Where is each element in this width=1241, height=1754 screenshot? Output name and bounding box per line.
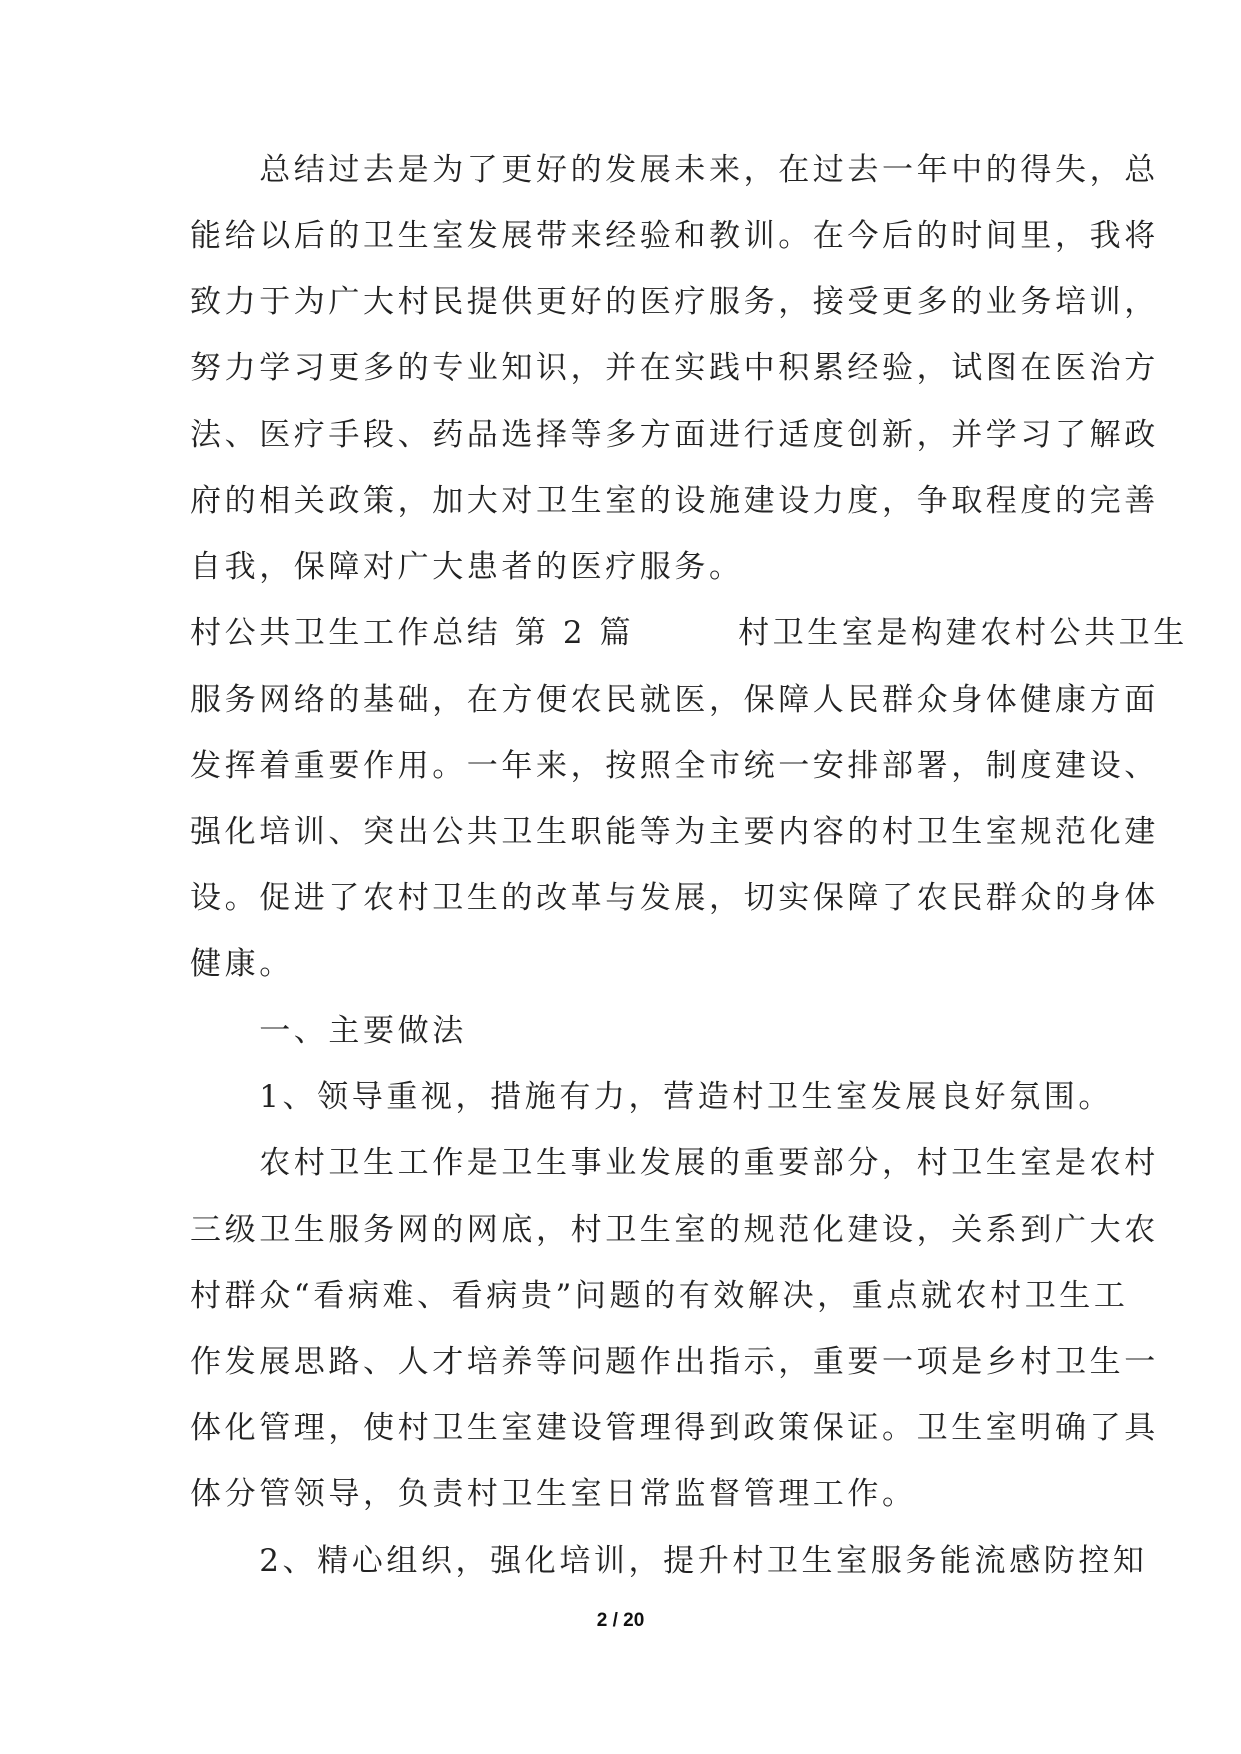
text-line: 健康。 <box>190 946 294 982</box>
text-line: 能给以后的卫生室发展带来经验和教训。在今后的时间里，我将 <box>190 218 1159 254</box>
text-line: 农村卫生工作是卫生事业发展的重要部分，村卫生室是农村 <box>190 1145 1159 1181</box>
text-line: 强化培训、突出公共卫生职能等为主要内容的村卫生室规范化建 <box>190 814 1159 850</box>
text-line: 体分管领导，负责村卫生室日常监督管理工作。 <box>190 1476 917 1512</box>
text-line: 服务网络的基础，在方便农民就医，保障人民群众身体健康方面 <box>190 682 1159 718</box>
text-line: 努力学习更多的专业知识，并在实践中积累经验，试图在医治方 <box>190 350 1159 386</box>
text-line: 作发展思路、人才培养等问题作出指示，重要一项是乡村卫生一 <box>190 1344 1159 1380</box>
section-heading-line: 村公共卫生工作总结 第 2 篇 村卫生室是构建农村公共卫生 <box>190 615 1188 651</box>
subheading-line: 2、精心组织，强化培训，提升村卫生室服务能流感防控知 <box>190 1543 1148 1579</box>
subheading-line: 1、领导重视，措施有力，营造村卫生室发展良好氛围。 <box>190 1079 1113 1115</box>
text-line: 设。促进了农村卫生的改革与发展，切实保障了农民群众的身体 <box>190 880 1159 916</box>
text-line: 总结过去是为了更好的发展未来，在过去一年中的得失，总 <box>190 152 1159 188</box>
text-line: 致力于为广大村民提供更好的医疗服务，接受更多的业务培训， <box>190 284 1159 320</box>
text-line: 法、医疗手段、药品选择等多方面进行适度创新，并学习了解政 <box>190 417 1159 453</box>
text-line: 体化管理，使村卫生室建设管理得到政策保证。卫生室明确了具 <box>190 1410 1159 1446</box>
text-line: 自我，保障对广大患者的医疗服务。 <box>190 549 744 585</box>
text-line: 村群众“看病难、看病贵”问题的有效解决，重点就农村卫生工 <box>190 1278 1129 1314</box>
text-line: 三级卫生服务网的网底，村卫生室的规范化建设，关系到广大农 <box>190 1212 1159 1248</box>
page-number: 2 / 20 <box>596 1610 645 1631</box>
text-line: 发挥着重要作用。一年来，按照全市统一安排部署，制度建设、 <box>190 748 1159 784</box>
subheading-line: 一、主要做法 <box>190 1013 467 1049</box>
text-line: 府的相关政策，加大对卫生室的设施建设力度，争取程度的完善 <box>190 483 1159 519</box>
